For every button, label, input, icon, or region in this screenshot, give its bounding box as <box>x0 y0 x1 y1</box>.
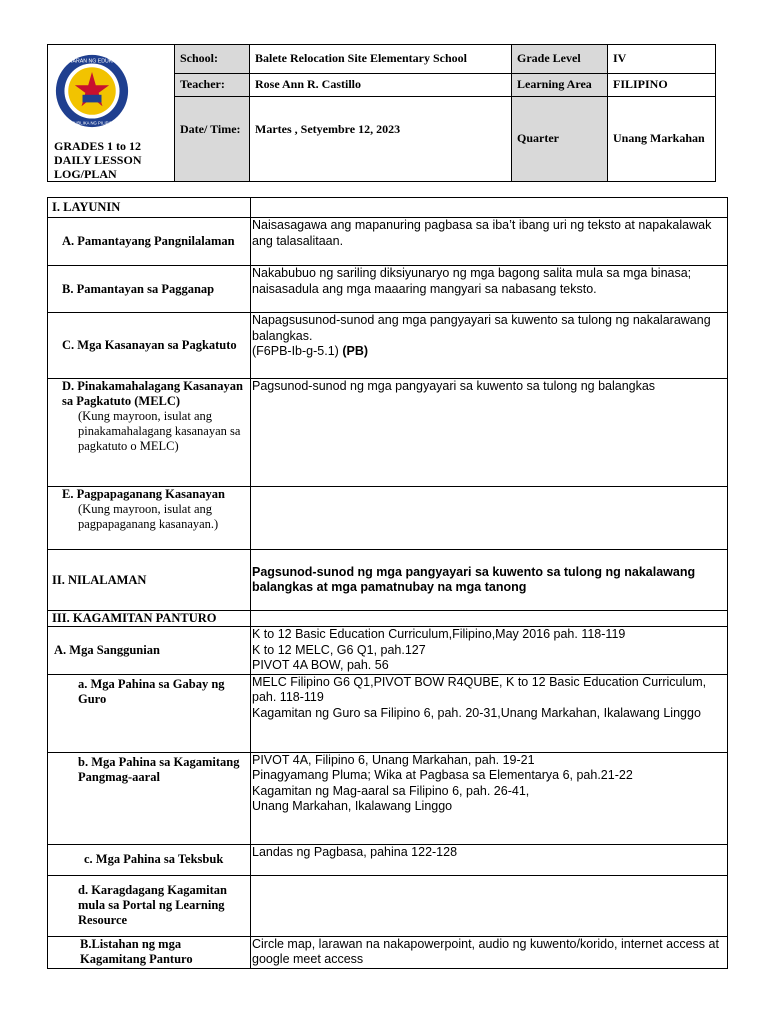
list-item: Pinagyamang Pluma; Wika at Pagbasa sa Elementarya 6, pah.21-22 <box>252 768 633 782</box>
header-table <box>47 44 716 182</box>
pamantayang-pangnilalaman-label: A. Pamantayang Pangnilalaman <box>62 234 235 248</box>
nilalaman-label: II. NILALAMAN <box>48 550 251 611</box>
pamantayan-pagganap-value: Nakabubuo ng sariling diksiyunaryo ng mga bagong salita mula sa mga binasa; naisasadula ang mga maaaring mangyari sa nabasang teksto. <box>251 266 728 313</box>
deped-seal-icon <box>54 53 130 129</box>
listahan-kagamitan-value: Circle map, larawan na nakapowerpoint, audio ng kuwento/korido, internet access at google meet access <box>251 936 728 968</box>
melc-value: Pagsunod-sunod ng mga pangyayari sa kuwento sa tulong ng balangkas <box>251 379 728 487</box>
teacher-value: Rose Ann R. Castillo <box>250 73 512 96</box>
pagpapaganang-kasanayan-label: E. Pagpapaganang Kasanayan <box>62 487 225 501</box>
list-item: Unang Markahan, Ikalawang Linggo <box>252 799 453 813</box>
table-row <box>48 487 728 550</box>
seal-subtext: REPUBLIKA NG PILIPINAS <box>65 120 119 126</box>
table-row <box>48 198 728 218</box>
table-row <box>48 379 728 487</box>
teksbuk-label: c. Mga Pahina sa Teksbuk <box>84 852 224 866</box>
pamantayang-pangnilalaman-value: Naisasagawa ang mapanuring pagbasa sa iba’t ibang uri ng teksto at napakalawak ang talasalitaan. <box>251 218 728 266</box>
dll-title: GRADES 1 to 12 DAILY LESSON LOG/PLAN <box>54 139 142 181</box>
nilalaman-value: Pagsunod-sunod ng mga pangyayari sa kuwento sa tulong ng nakalawang balangkas at mga pamatnubay na mga tanong <box>251 550 728 611</box>
list-item: Kagamitan ng Guro sa Filipino 6, pah. 20-31,Unang Markahan, Ikalawang Linggo <box>252 705 701 720</box>
table-row <box>48 313 728 379</box>
teksbuk-value: Landas ng Pagbasa, pahina 122-128 <box>251 844 728 875</box>
date-label: Date/ Time: <box>175 96 250 181</box>
list-item: Kagamitan ng Mag-aaral sa Filipino 6, pah. 26-41, <box>252 783 530 798</box>
melc-note: (Kung mayroon, isulat ang pinakamahalagang kasanayan sa pagkatuto o MELC) <box>78 409 241 453</box>
kagamitan-panturo-heading: III. KAGAMITAN PANTURO <box>48 611 251 627</box>
list-item: K to 12 MELC, G6 Q1, pah.127 <box>252 642 426 657</box>
quarter-value: Unang Markahan <box>608 96 716 181</box>
lesson-plan-table <box>47 197 728 969</box>
table-row <box>48 218 728 266</box>
kagamitang-pangmag-aaral-label: b. Mga Pahina sa Kagamitang Pangmag-aaral <box>78 754 240 784</box>
grade-level-value: IV <box>608 45 716 74</box>
school-value: Balete Relocation Site Elementary School <box>250 45 512 74</box>
table-row <box>48 627 728 675</box>
listahan-kagamitan-label: B.Listahan ng mga Kagamitang Panturo <box>80 937 193 966</box>
list-item: PIVOT 4A, Filipino 6, Unang Markahan, pah. 19-21 <box>252 752 535 767</box>
logo-title-cell <box>48 45 175 182</box>
school-label: School: <box>175 45 250 74</box>
layunin-heading: I. LAYUNIN <box>48 198 251 218</box>
kasanayan-pagkatuto-label: C. Mga Kasanayan sa Pagkatuto <box>62 338 237 352</box>
grade-level-label: Grade Level <box>512 45 608 74</box>
list-item: PIVOT 4A BOW, pah. 56 <box>252 658 389 672</box>
gabay-guro-value <box>251 674 728 752</box>
sanggunian-label: A. Mga Sanggunian <box>54 642 160 657</box>
date-value: Martes , Setyembre 12, 2023 <box>250 96 512 181</box>
table-row <box>48 752 728 844</box>
kasanayan-pagkatuto-value: Napagsusunod-sunod ang mga pangyayari sa kuwento sa tulong ng nakalarawang balangkas. <box>252 313 711 343</box>
kasanayan-pb: (PB) <box>342 344 369 358</box>
karagdagang-kagamitan-label: d. Karagdagang Kagamitan mula sa Portal ng Learning Resource <box>78 883 227 927</box>
gabay-guro-label: a. Mga Pahina sa Gabay ng Guro <box>78 676 225 706</box>
melc-label: D. Pinakamahalagang Kasanayan sa Pagkatuto (MELC) <box>62 379 243 408</box>
pagpapaganang-kasanayan-note: (Kung mayroon, isulat ang pagpapaganang kasanayan.) <box>78 502 219 531</box>
table-row <box>48 844 728 875</box>
list-item: K to 12 Basic Education Curriculum,Filipino,May 2016 pah. 118-119 <box>252 627 626 641</box>
list-item: MELC Filipino G6 Q1,PIVOT BOW R4QUBE, K to 12 Basic Education Curriculum, pah. 118-119 <box>252 674 707 704</box>
table-row <box>48 266 728 313</box>
pamantayan-pagganap-label: B. Pamantayan sa Pagganap <box>62 281 215 296</box>
learning-area-value: FILIPINO <box>608 73 716 96</box>
learning-area-label: Learning Area <box>512 73 608 96</box>
teacher-label: Teacher: <box>175 73 250 96</box>
quarter-label: Quarter <box>512 96 608 181</box>
kagamitang-pangmag-aaral-value <box>251 752 728 844</box>
seal-text: KAGAWARAN NG EDUKASYON <box>54 58 130 65</box>
table-row <box>48 611 728 627</box>
kasanayan-code: (F6PB-Ib-g-5.1) <box>252 344 343 358</box>
table-row <box>48 674 728 752</box>
sanggunian-value <box>251 627 728 675</box>
table-row <box>48 875 728 936</box>
table-row <box>48 936 728 968</box>
table-row <box>48 550 728 611</box>
